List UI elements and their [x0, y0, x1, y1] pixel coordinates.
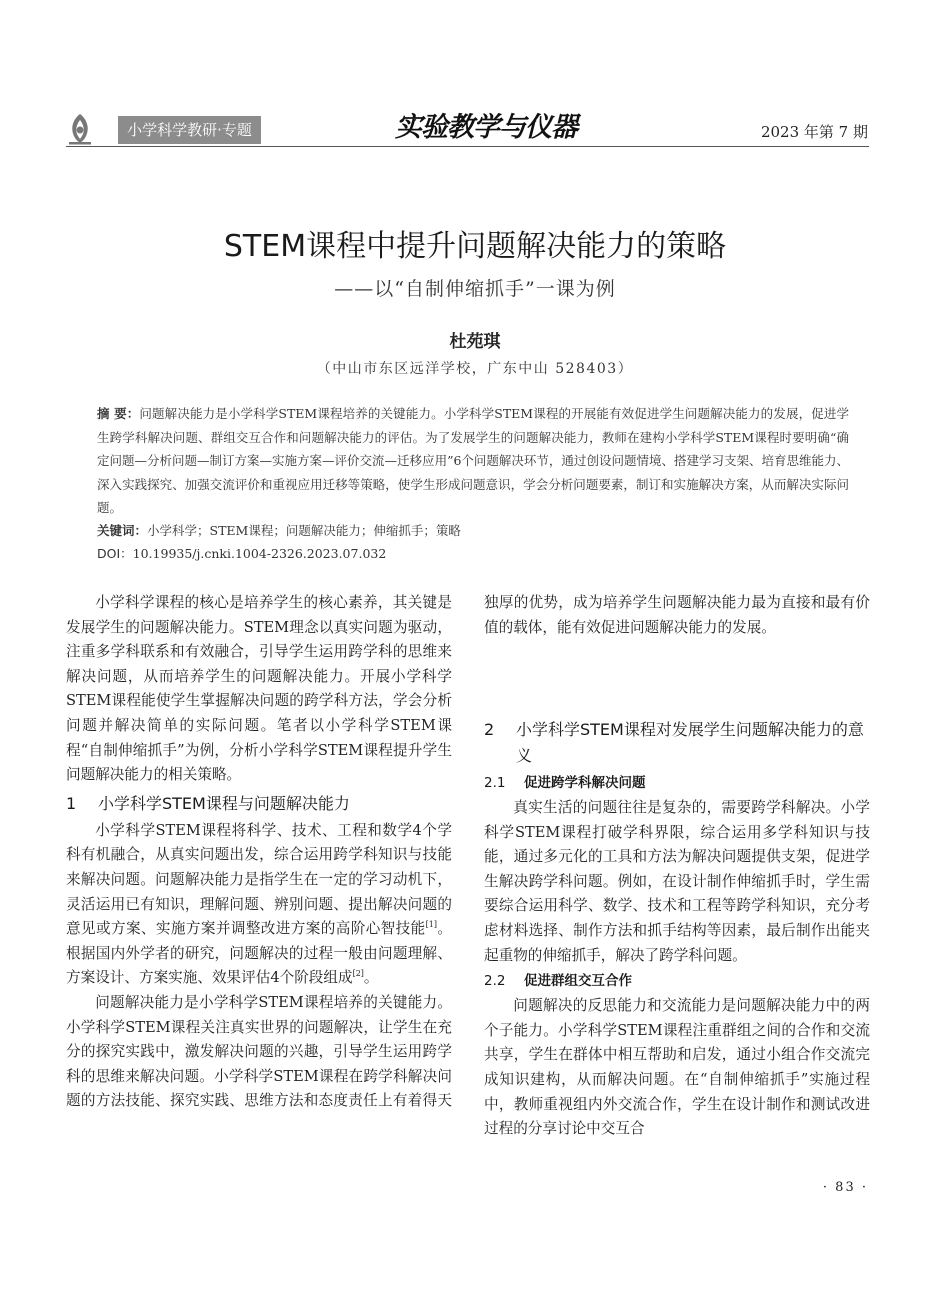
- article-subtitle: ——以“自制伸缩抓手”一课为例: [334, 278, 616, 300]
- subsection-2-1-paragraph: 真实生活的问题往往是复杂的，需要跨学科解决。小学科学STEM课程打破学科界限，综合运用多学科知识与技能，通过多元化的工具和方法为解决问题提供支架，促进学生解决跨学科问题。例如，在设计制作伸缩抓手时，学生需要综合运用科学、数学、技术和工程等跨学科知识，充分考虑材料选择、制作方法和抓手结构等因素，最后制作出能夹起重物的伸缩抓手，解决了跨学科问题。: [484, 799, 870, 964]
- issue-label: 2023 年第 7 期: [760, 123, 868, 141]
- section-title: 小学科学STEM课程对发展学生问题解决能力的意义: [516, 720, 864, 765]
- body-column-right: [484, 591, 870, 1142]
- keywords-label: 关键词：: [97, 523, 148, 538]
- abstract-label: 摘 要：: [97, 406, 140, 421]
- keywords: [97, 520, 849, 542]
- paragraph-text: 。根据国内外学者的研究，问题解决的过程一般由问题理解、方案设计、方案实施、效果评估4个阶段组成: [66, 920, 452, 987]
- section-2-heading: [484, 717, 870, 769]
- journal-name: 实验教学与仪器: [395, 112, 577, 143]
- continued-paragraph: [484, 591, 870, 714]
- author-name: 杜苑琪: [449, 332, 501, 352]
- author-affiliation: （中山市东区远洋学校，广东中山 528403）: [316, 361, 634, 377]
- keywords-text: 小学科学；STEM课程；问题解决能力；伸缩抓手；策略: [147, 523, 461, 538]
- article-title: STEM课程中提升问题解决能力的策略: [223, 229, 727, 264]
- subsection-number: 2.1: [484, 775, 506, 791]
- subsection-2-2-heading: [484, 969, 870, 993]
- paragraph-text: 小学科学STEM课程将科学、技术、工程和数学4个学科有机融合，从真实问题出发，综合运用跨学科知识与技能来解决问题。问题解决能力是指学生在一定的学习动机下，灵活运用已有知识，理解问题、辨别问题、提出解决问题的意见或方案、实施方案并调整改进方案的高阶心智技能: [66, 821, 452, 938]
- abstract-text: 问题解决能力是小学科学STEM课程培养的关键能力。小学科学STEM课程的开展能有效促进学生问题解决能力的发展，促进学生跨学科解决问题、群组交互合作和问题解决能力的评估。为了发展学生的问题解决能力，教师在建构小学科学STEM课程时要明确“确定问题—分析问题—制订方案—实施方案—评价交流—迁移应用”6个问题解决环节，通过创设问题情境、搭建学习支架、培育思维能力、深入实践探究、加强交流评价和重视应用迁移等策略，使学生形成问题意识，学会分析问题要素，制订和实施解决方案，从而解决实际问题。: [97, 406, 849, 515]
- abstract: [97, 402, 849, 520]
- subsection-title: 促进群组交互合作: [524, 973, 632, 990]
- page-number: · 83 ·: [822, 1180, 868, 1195]
- subsection-title: 促进跨学科解决问题: [524, 775, 646, 791]
- continued-paragraph-text: 独厚的优势，成为培养学生问题解决能力最为直接和最有价值的载体，能有效促进问题解决能力的发展。: [484, 593, 870, 636]
- doi-label: DOI：: [97, 546, 133, 561]
- citation-ref-2: [2]: [352, 969, 364, 979]
- section-number: 1: [66, 793, 77, 813]
- doi: [97, 543, 849, 565]
- paragraph-text: 。: [363, 969, 379, 987]
- citation-ref-1: [1]: [425, 920, 437, 930]
- body-column-left: [66, 591, 452, 1114]
- section-1-paragraph-2: 问题解决能力是小学科学STEM课程培养的关键能力。小学科学STEM课程关注真实世界的问题解决，让学生在充分的探究实践中，激发解决问题的兴趣，引导学生运用跨学科的思维来解决问题。小学科学STEM课程在跨学科解决问题的方法技能、探究实践、思维方法和态度责任上有着得天: [66, 993, 452, 1110]
- intro-paragraph: 小学科学课程的核心是培养学生的核心素养，其关键是发展学生的问题解决能力。STEM理念以真实问题为驱动，注重多学科联系和有效融合，引导学生运用跨学科的思维来解决问题，从而培养学生的问题解决能力。开展小学科学STEM课程能使学生掌握解决问题的跨学科方法，学会分析问题并解决简单的实际问题。笔者以小学科学STEM课程“自制伸缩抓手”为例，分析小学科学STEM课程提升学生问题解决能力的相关策略。: [66, 594, 452, 784]
- subsection-2-1-heading: [484, 771, 870, 795]
- subsection-number: 2.2: [484, 973, 506, 990]
- journal-logo-icon: [66, 112, 94, 146]
- header-rule: [66, 146, 869, 147]
- column-tag: 小学科学教研·专题: [118, 116, 261, 144]
- section-number: 2: [484, 720, 495, 739]
- section-1-paragraph-1: [66, 819, 452, 991]
- section-1-heading: [66, 791, 452, 817]
- subsection-2-2-paragraph: 问题解决的反思能力和交流能力是问题解决能力中的两个子能力。小学科学STEM课程注重群组之间的合作和交流共享，学生在群体中相互帮助和启发，通过小组合作交流完成知识建构，从而解决问题。在“自制伸缩抓手”实施过程中，教师重视组内外交流合作，学生在设计制作和测试改进过程的分享讨论中交互合: [484, 997, 870, 1138]
- section-title: 小学科学STEM课程与问题解决能力: [98, 793, 350, 813]
- doi-text: 10.19935/j.cnki.1004-2326.2023.07.032: [132, 546, 387, 561]
